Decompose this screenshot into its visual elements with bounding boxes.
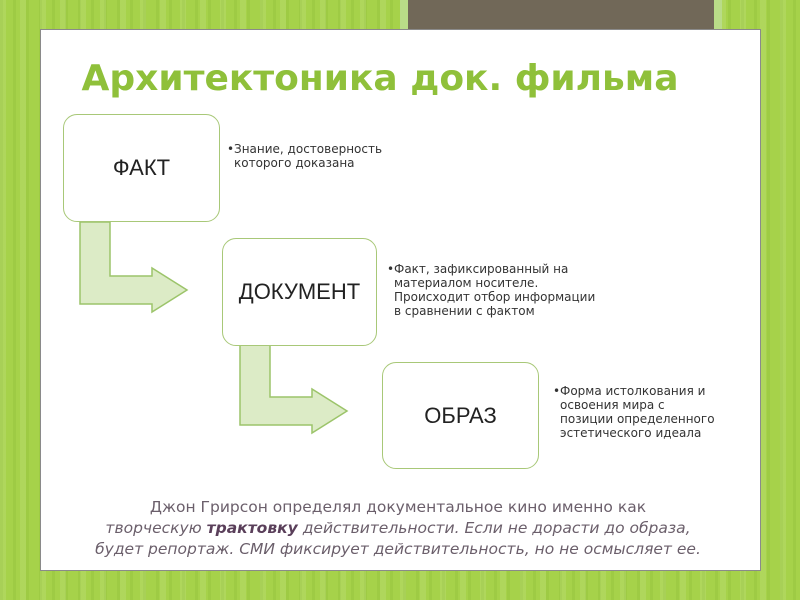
step-label-image: ОБРАЗ [424, 402, 497, 428]
step-desc-image [553, 384, 715, 440]
step-box-image [382, 362, 539, 469]
quote-line-2 [48, 518, 748, 539]
quote-text [48, 497, 748, 560]
desc-line: освоения мира с [560, 398, 665, 412]
step-label-fact: ФАКТ [112, 155, 171, 180]
quote-emphasis: трактовку [206, 519, 298, 537]
desc-line: Происходит отбор информации [394, 290, 596, 304]
step-desc-fact [227, 142, 383, 170]
bullet: • [227, 142, 235, 156]
quote-line-1: Джон Грирсон определял документальное кино именно как [149, 498, 647, 516]
bullet: • [553, 384, 561, 398]
desc-line: эстетического идеала [560, 426, 702, 440]
desc-line: Факт, зафиксированный на [394, 262, 569, 276]
bent-arrow-1 [80, 222, 187, 312]
desc-line: Форма истолкования и [560, 384, 706, 398]
step-label-document: ДОКУМЕНТ [238, 279, 361, 304]
desc-line: Знание, достоверность [234, 142, 383, 156]
step-box-document [222, 238, 377, 346]
quote-line-2-pre: творческую [105, 519, 207, 537]
desc-line: которого доказана [234, 156, 355, 170]
bullet: • [387, 262, 395, 276]
bent-arrow-2 [240, 345, 347, 433]
quote-line-3: будет репортаж. СМИ фиксирует действительность, но не осмысляет ее. [95, 540, 701, 558]
step-box-fact [63, 114, 220, 222]
slide-title: Архитектоника док. фильма [81, 58, 679, 99]
desc-line: позиции определенного [560, 412, 715, 426]
desc-line: в сравнении с фактом [394, 304, 535, 318]
desc-line: материалом носителе. [394, 276, 539, 290]
step-desc-document [387, 262, 596, 318]
quote-line-2-post: действительности. Если не дорасти до образа, [297, 519, 691, 537]
